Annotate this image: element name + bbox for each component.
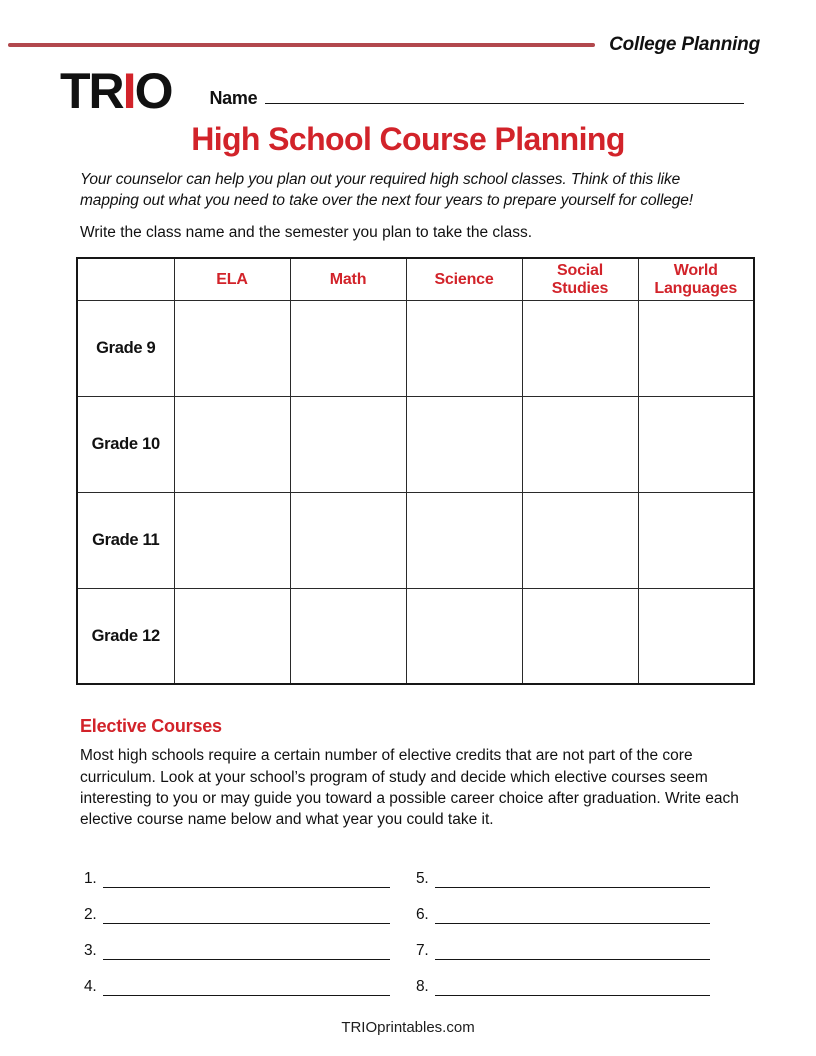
elective-item-2 xyxy=(84,888,390,924)
course-cell[interactable] xyxy=(290,300,406,396)
row-label-grade-11: Grade 11 xyxy=(77,492,174,588)
table-row-grade-9 xyxy=(77,300,754,396)
table-row-grade-10 xyxy=(77,396,754,492)
electives-description: Most high schools require a certain number of elective credits that are not part of the core curriculum. Look at your school’s program of study and decide which elective courses seem interesting to you or may guide you toward a possible career choice after graduation. Write each elective course name below and what year you could take it. xyxy=(80,747,739,829)
elective-number: 8. xyxy=(416,978,429,996)
course-cell[interactable] xyxy=(406,300,522,396)
course-cell[interactable] xyxy=(174,588,290,684)
course-cell[interactable] xyxy=(522,300,638,396)
footer-site-text: TRIOprintables.com xyxy=(341,1019,475,1037)
row-label-grade-10: Grade 10 xyxy=(77,396,174,492)
elective-number: 6. xyxy=(416,906,429,924)
elective-blank-line[interactable] xyxy=(103,992,390,996)
elective-item-7 xyxy=(416,924,710,960)
elective-item-5 xyxy=(416,852,710,888)
instruction-text: Write the class name and the semester you plan to take the class. xyxy=(80,224,533,242)
logo-part-1: TR xyxy=(60,63,123,119)
course-cell[interactable] xyxy=(638,492,754,588)
masthead xyxy=(0,34,816,56)
column-header-world-languages: World Languages xyxy=(638,258,754,300)
table-row-grade-11 xyxy=(77,492,754,588)
table-header-row xyxy=(77,258,754,300)
name-blank-line[interactable] xyxy=(265,87,744,104)
course-cell[interactable] xyxy=(406,588,522,684)
elective-number: 1. xyxy=(84,870,97,888)
elective-blank-line[interactable] xyxy=(435,992,710,996)
trio-logo xyxy=(60,63,172,119)
electives-heading: Elective Courses xyxy=(80,716,222,737)
table-corner-spacer xyxy=(77,258,174,300)
course-cell[interactable] xyxy=(638,300,754,396)
course-cell[interactable] xyxy=(522,492,638,588)
course-planning-table xyxy=(76,257,755,685)
name-label: Name xyxy=(209,87,258,108)
logo-row xyxy=(60,63,744,119)
elective-number: 7. xyxy=(416,942,429,960)
name-field xyxy=(209,87,744,109)
row-label-grade-12: Grade 12 xyxy=(77,588,174,684)
column-header-ela: ELA xyxy=(174,258,290,300)
course-cell[interactable] xyxy=(290,588,406,684)
row-label-grade-9: Grade 9 xyxy=(77,300,174,396)
course-cell[interactable] xyxy=(638,588,754,684)
course-cell[interactable] xyxy=(290,492,406,588)
column-header-math: Math xyxy=(290,258,406,300)
elective-item-6 xyxy=(416,888,710,924)
electives-list xyxy=(84,852,816,996)
elective-number: 3. xyxy=(84,942,97,960)
elective-item-3 xyxy=(84,924,390,960)
elective-item-4 xyxy=(84,960,390,996)
category-label: College Planning xyxy=(609,34,760,55)
course-cell[interactable] xyxy=(406,396,522,492)
logo-accent-letter: I xyxy=(122,63,135,119)
course-cell[interactable] xyxy=(174,300,290,396)
logo-part-2: O xyxy=(134,63,172,119)
course-cell[interactable] xyxy=(290,396,406,492)
elective-number: 4. xyxy=(84,978,97,996)
page-title: High School Course Planning xyxy=(191,121,625,157)
table-row-grade-12 xyxy=(77,588,754,684)
course-cell[interactable] xyxy=(522,396,638,492)
course-cell[interactable] xyxy=(522,588,638,684)
course-cell[interactable] xyxy=(174,396,290,492)
elective-item-1 xyxy=(84,852,390,888)
course-cell[interactable] xyxy=(174,492,290,588)
header-rule-divider xyxy=(8,43,595,47)
column-header-science: Science xyxy=(406,258,522,300)
course-cell[interactable] xyxy=(638,396,754,492)
elective-number: 5. xyxy=(416,870,429,888)
column-header-social-studies: Social Studies xyxy=(522,258,638,300)
intro-paragraph: Your counselor can help you plan out your required high school classes. Think of this like mapping out what you need to take over the next four years to prepare yourself for college! xyxy=(80,171,693,209)
elective-item-8 xyxy=(416,960,710,996)
elective-number: 2. xyxy=(84,906,97,924)
course-cell[interactable] xyxy=(406,492,522,588)
